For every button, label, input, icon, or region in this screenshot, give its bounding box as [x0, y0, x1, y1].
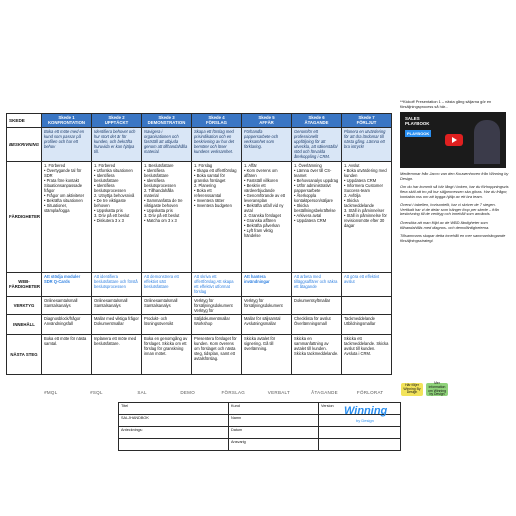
side-intro: **Kickoff Presentation 1 – nästa gång säljarna gör en försäljningsprocess så här... [400, 99, 492, 109]
tools-row [7, 296, 392, 314]
web-skill-link[interactable]: Att skriva ett offertförslag Att skapa ett effektivt utformat förslag [192, 272, 242, 296]
web-skill-link[interactable]: Att stödja moduler SDR Q-Cards [42, 272, 92, 296]
stage-name: KONFRONTATION [47, 120, 86, 126]
funnel-label: VERBALT [267, 389, 291, 395]
customer-label: Kund [229, 403, 319, 415]
description-row [7, 127, 392, 161]
next-step-cell: Skicka ett tackmeddelande. Skicka avslut till kunden. Avsluta i CRM. [342, 334, 392, 374]
name-label: Namn [229, 415, 319, 427]
tools-cell: Verktyg för försäljningsdokument Verktyg för [192, 296, 242, 314]
row-label: INNEHÅLL [7, 314, 42, 334]
video-thumbnail[interactable] [400, 112, 506, 168]
winning-logo-sub: by Design [356, 418, 374, 423]
stage-name: UPPTÄCKT [104, 120, 129, 126]
web-skill-link[interactable]: Att hantera invändningar [242, 272, 292, 296]
stage-1-header [42, 114, 92, 128]
skills-row [7, 161, 392, 272]
description-cell: Navigera i organisationen och fastställ att utbjuda genom att tillhandahålla material. [142, 127, 192, 161]
side-paragraph: Överst i tabellen, horisontellt, har vi skriver de 7 stegen. Vertikalt har vi de delar som hänger ihop per skede – från beskrivning till de verktyg och innehåll som används. [400, 202, 499, 217]
stage-number: Skede 3 [158, 115, 175, 120]
description-cell: Boka ett möte med en kund som passar på profilen och har ett behov [42, 127, 92, 161]
web-skill-link[interactable]: Att identifiera beslutsfattare och förstå beslutsprocessen [92, 272, 142, 296]
stage-number: Skede 2 [108, 115, 125, 120]
stage-name: AFFÄR [259, 120, 274, 126]
content-cell: Checklista för avslut Överlämningsmall [292, 314, 342, 334]
corner-label: SKEDE [7, 114, 42, 128]
next-steps-row [7, 334, 392, 374]
funnel-label: FÖRLORAT [356, 389, 384, 395]
stage-name: ÅTAGANDE [304, 120, 329, 126]
content-cell: Säljdokumentmallar Workshop [192, 314, 242, 334]
funnel-label: DEMO [180, 389, 196, 395]
sales-process-table [6, 113, 392, 375]
funnel-stage-labels [28, 386, 393, 398]
next-step-cell: Skicka en sammanfattning av avtalet till kunden. Skicka tackmeddelande. [292, 334, 342, 374]
stage-header-row [7, 114, 392, 128]
content-cell: Produkt- och lösningsöversikt [142, 314, 192, 334]
presenter-image [474, 120, 500, 164]
content-cell: Tackmeddelande Utbildningsmallar [342, 314, 392, 334]
description-cell: Förhandla pappersarbete och verksamhet som förklaring. [242, 127, 292, 161]
owner-label: Ansvarig [229, 439, 319, 451]
skills-cell: 1. Avslut • Boka utvärdering med kunden • Uppdatera CRM • Informera Customer Success-team 2. Avfölja • Skicka tackmeddelande 3. Ställ in påminnelser • Ställ in påminnelse för revisionsmöte efter 30 dagar [342, 161, 392, 272]
content-cell: Mallar för säljsamtal Avslutningsmallar [242, 314, 292, 334]
video-title: SALES PLAYBOOK [405, 116, 430, 127]
funnel-label: #SQL [90, 389, 103, 395]
web-skill-link[interactable]: Att göra ett effektivt avslut [342, 272, 392, 296]
funnel-label: #MQL [44, 389, 58, 395]
description-cell: Identifiera behovet och hur stort det är för kunden, och bekräfta huruvida er kan hjälpa till. [92, 127, 142, 161]
side-paragraph: Tillsammans skapar detta innehåll en mer sammanhängande försäljningsstrategi. [400, 233, 506, 243]
tools-cell: Dokumentsyftmallar [292, 296, 342, 314]
web-skill-link[interactable]: Att arbeta med tilläggsaffärer och säkra ett åtagande [292, 272, 342, 296]
form-empty-cell [319, 439, 401, 451]
description-cell: Genomför ett professionellt uppföljning för att utveckla, att säkerställa/ stöd och förvalda återkoppling i CRM. [292, 127, 342, 161]
title-label: Titel [119, 403, 229, 415]
stage-name: FÖRSLAG [205, 120, 227, 126]
row-label: VERKTYG [7, 296, 42, 314]
next-step-cell: Presentera förslaget för kunden. Kom överens om förslaget och nästa steg, tidsplan, samt ett avtalsförslag. [192, 334, 242, 374]
more-info-badge[interactable]: Mer information om Winning by Design [426, 383, 448, 396]
content-cell: Diagnosblock/frågor Användningsfall [42, 314, 92, 334]
stage-3-header [142, 114, 192, 128]
playbook-page [6, 99, 510, 444]
row-label: NÄSTA STEG [7, 334, 42, 374]
wbd-badge[interactable]: Här följer Winning By Design [401, 383, 423, 396]
tools-cell [342, 296, 392, 314]
stage-number: Skede 1 [58, 115, 75, 120]
skills-cell: 1. Affär • Kom överens om affären • Fastställ villkoren • Beskriv ett värdeerbjudande • Genomförande av ett leveransplan • Bekräfta utfall vid ny avtal 2. Granska förslaget • Granska affären • Bekräfta påverkan • Lyft fram viktig händelse [242, 161, 292, 272]
description-cell: Planera en utvärdering för att dra lärdomar till nästa gång. Lämna ett bra intryck! [342, 127, 392, 161]
funnel-label: ÅTAGANDE [311, 389, 338, 395]
row-label: BESKRIVNING [7, 127, 42, 161]
skills-cell: 1. Förbered • Utforska situationen • Identifiera beslutsfattare • Identifiera beslutsprocessen 2. Utnyttja behovsnivå • De tre viktigaste behoven • Uppskatta pris 3. Driv på ett beslut • Diskutera 3 x 3 [92, 161, 142, 272]
funnel-label: SAL [137, 389, 147, 395]
description-cell: Skapa ett förslag med prisindikation och en beskrivning av hur det bemöter och löser kundens verksamhet. [192, 127, 242, 161]
play-icon[interactable] [445, 134, 463, 146]
stage-7-header [342, 114, 392, 128]
next-step-cell: Skicka avtalet för signering. Gå till överlämning. [242, 334, 292, 374]
side-paragraph: Om du har kommit så här långt i boken, har du förhoppningsvis flera skäl att tro på hur säljprocessen ska göras. Har du frågor, kontakta oss om att bygga hjälp av ett bra team. [400, 184, 509, 199]
stage-6-header [292, 114, 342, 128]
form-empty-cell [119, 439, 229, 451]
stage-name: DEMONSTRATION [147, 120, 186, 126]
side-paragraph: Medlemmar från Jacco van den Kouwenhoven från Winning by Design. [400, 171, 509, 181]
stage-name: FÖRLJUT [356, 120, 377, 126]
tools-cell: Onlinesamtalsmall Samtalsanalys [42, 296, 92, 314]
tools-cell: Onlinesamtalsmall Samtalsanalys [92, 296, 142, 314]
tools-cell: Verktyg för försäljningsdokument [242, 296, 292, 314]
row-label: WEB-FÄRDIGHETER [7, 272, 42, 296]
funnel-label: FÖRSLAG [221, 389, 246, 395]
web-skill-link[interactable]: Att demonstrera ett effektivt sätt beslutsfattare [142, 272, 192, 296]
date-label: Datum [229, 427, 319, 439]
version-label: Version [319, 403, 401, 415]
tools-cell: Onlinesamtalsmall Samtalsanalys [142, 296, 192, 314]
skills-cell: 1. Förbered • Övertygande tal för SDR • Prata före kontakt Situationsanpassade frågor • Frågor om aktiviteter • Bekräfta situationen • Situationer, stämpla/logga [42, 161, 92, 272]
video-badge: PLAYBOOK [407, 131, 430, 137]
stage-5-header [242, 114, 292, 128]
skills-cell: 1. Beslutsfattare • Identifiera beslutsfattare • Identifiera beslutsprocessen 2. Tillhandahålla material • Sammanfatta de tre viktigaste behoven • Uppskatta pris 3. Driv på ett beslut • Matcha om 3 x 3 [142, 161, 192, 272]
row-label: FÄRDIGHETER [7, 161, 42, 272]
next-step-cell: Boka en genomgång av förslaget. Skicka om ett förslag för granskning innan mötet. [142, 334, 192, 374]
side-notes [400, 100, 510, 243]
form-empty-cell [319, 427, 401, 439]
content-cell: Mallar med viktiga frågor Dokumentmallar [92, 314, 142, 334]
stage-number: Skede 5 [258, 115, 275, 120]
notes-label: Antecknings: [119, 427, 229, 439]
web-skills-row [7, 272, 392, 296]
next-step-cell: Inplanera ett möte med beslutsfattare. [92, 334, 142, 374]
title-value: SALJHANDBOK [119, 415, 229, 427]
next-step-cell: Boka ett möte för nästa samtal. [42, 334, 92, 374]
stage-number: Skede 7 [358, 115, 375, 120]
stage-2-header [92, 114, 142, 128]
winning-logo: Winning [344, 405, 388, 417]
content-row [7, 314, 392, 334]
skills-cell: 1. Överlämning • Lämna över till CS-teamet • Behovsanalys uppdrag • Utför administrativt pappersarbete • Återkoppla kontaktperson/säljare • Skicka beställningsbekräftelse • Arkivera avtal • Uppdatera CRM [292, 161, 342, 272]
stage-number: Skede 4 [208, 115, 225, 120]
stage-4-header [192, 114, 242, 128]
skills-cell: 1. Förslag • Skapa ett offertförslag • Boka samtal för granska förslaget 2. Planering • Boka ett referenssamtal • Inventera rätter • Inventera budgeten [192, 161, 242, 272]
side-paragraph: Översikta att man följd av de WBD-färdigheter som tillhandahålls med diagnos- och demofärdigheterna. [400, 219, 490, 230]
stage-number: Skede 6 [308, 115, 325, 120]
